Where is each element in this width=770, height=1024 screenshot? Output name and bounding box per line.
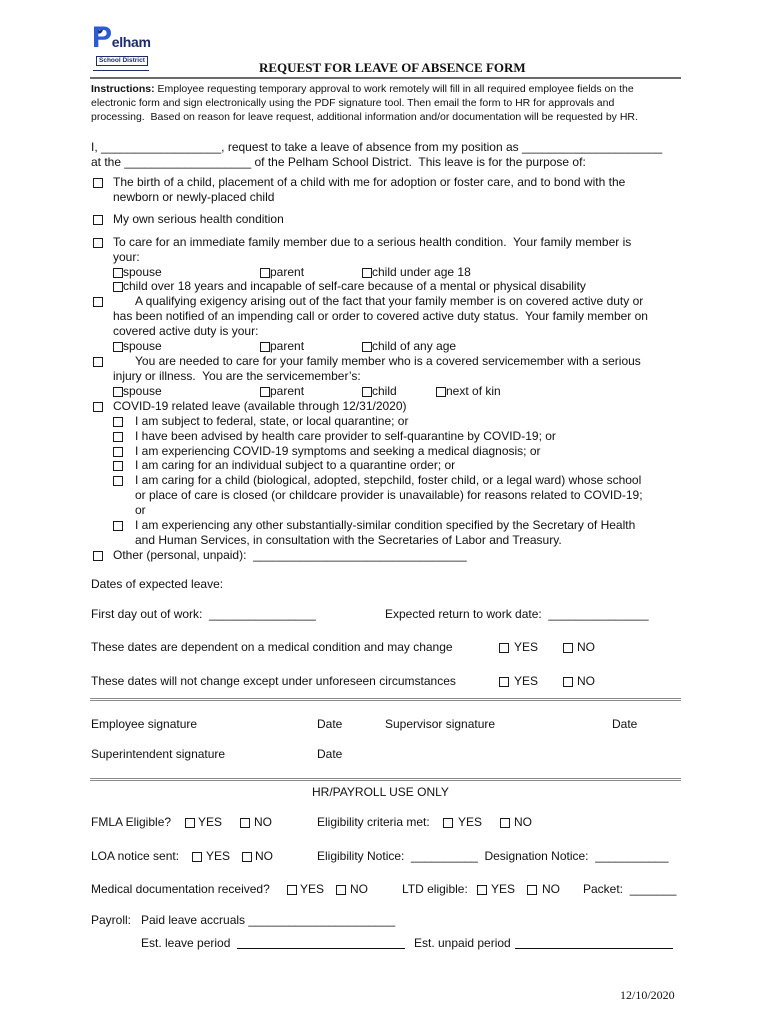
est-unpaid-field[interactable]: [515, 948, 673, 949]
checkbox-criteria-no[interactable]: [500, 818, 510, 828]
return-date-field[interactable]: _______________: [548, 607, 649, 621]
covid-option-5-line-2: or place of care is closed (or childcare provider is unavailable) for reasons related to COVID-19;: [135, 488, 643, 502]
designation-notice-label: Designation Notice:: [477, 849, 596, 863]
location-field[interactable]: ___________________: [124, 155, 252, 169]
criteria-yes-label: YES: [458, 815, 483, 829]
reason-other-label: Other (personal, unpaid):: [113, 548, 254, 562]
section-divider-2: [90, 778, 681, 781]
dates-heading: Dates of expected leave:: [91, 577, 224, 591]
reason-family-care-text-1: To care for an immediate family member due to a serious health condition. Your family member is: [113, 235, 632, 249]
checkbox-loa-yes[interactable]: [192, 852, 202, 862]
reason-covid-text: COVID-19 related leave (available through 12/31/2020): [113, 399, 407, 413]
family-option-child-under-18: child under age 18: [372, 265, 471, 279]
reason-birth-text-1: The birth of a child, placement of a child with me for adoption or foster care, and to bond with the: [113, 175, 626, 189]
medical-yes-label: YES: [300, 882, 325, 896]
covid-option-5-line-3: or: [135, 503, 146, 517]
position-field[interactable]: _____________________: [521, 140, 663, 154]
checkbox-exigency-child[interactable]: [362, 342, 372, 352]
dates-not-change-text: These dates will not change except under unforeseen circumstances: [91, 674, 456, 688]
servicemember-option-child: child: [372, 384, 397, 398]
family-option-parent: parent: [270, 265, 305, 279]
exigency-option-spouse: spouse: [123, 339, 162, 353]
exigency-option-parent: parent: [270, 339, 305, 353]
accruals-label: Paid leave accruals: [141, 913, 249, 927]
criteria-no-label: NO: [514, 815, 532, 829]
fmla-label: FMLA Eligible?: [91, 815, 172, 829]
family-option-spouse: spouse: [123, 265, 162, 279]
checkbox-medical-yes[interactable]: [287, 885, 297, 895]
medical-docs-label: Medical documentation received?: [91, 882, 270, 896]
fmla-yes-label: YES: [198, 815, 223, 829]
checkbox-birth[interactable]: [93, 178, 103, 188]
employee-name-field[interactable]: __________________: [101, 140, 222, 154]
dates-dependent-text: These dates are dependent on a medical condition and may change: [91, 640, 453, 654]
employee-date-label[interactable]: Date: [317, 717, 343, 731]
checkbox-criteria-yes[interactable]: [443, 818, 453, 828]
checkbox-family-parent[interactable]: [260, 268, 270, 278]
intro-line-2: [91, 155, 586, 170]
checkbox-family-spouse[interactable]: [113, 268, 123, 278]
reason-exigency-text-3: covered active duty is your:: [113, 324, 259, 338]
est-leave-label: Est. leave period: [141, 936, 231, 950]
packet-field[interactable]: _______: [629, 882, 677, 896]
checkbox-covid-self-quarantine[interactable]: [113, 432, 123, 442]
return-date-label: Expected return to work date:: [385, 607, 549, 621]
first-day-line: [91, 607, 316, 622]
exigency-option-child: child of any age: [372, 339, 457, 353]
not-change-no-label: NO: [577, 674, 595, 688]
checkbox-ltd-yes[interactable]: [477, 885, 487, 895]
checkbox-servicemember-parent[interactable]: [260, 387, 270, 397]
accruals-field[interactable]: ______________________: [248, 913, 396, 927]
notices-line: [317, 849, 669, 864]
logo-tagline: School District: [96, 56, 148, 66]
checkbox-own-health[interactable]: [93, 215, 103, 225]
covid-option-1: I am subject to federal, state, or local quarantine; or: [135, 414, 409, 428]
checkbox-servicemember-next-of-kin[interactable]: [436, 387, 446, 397]
reason-other-line: [113, 548, 467, 563]
servicemember-option-parent: parent: [270, 384, 305, 398]
checkbox-family-care[interactable]: [93, 238, 103, 248]
criteria-label: Eligibility criteria met:: [317, 815, 430, 829]
checkbox-covid-other-condition[interactable]: [113, 521, 123, 531]
checkbox-exigency[interactable]: [93, 297, 103, 307]
covid-option-5-line-1: I am caring for a child (biological, adopted, stepchild, foster child, or a legal ward) whose school: [135, 473, 642, 487]
first-day-field[interactable]: ________________: [209, 607, 316, 621]
checkbox-fmla-yes[interactable]: [185, 818, 195, 828]
ltd-label: LTD eligible:: [402, 882, 468, 896]
instructions-line-2: electronic form and sign electronically using the PDF signature tool. Then email the form to HR for approvals and: [91, 97, 615, 109]
payroll-label: Payroll:: [91, 913, 132, 927]
first-day-label: First day out of work:: [91, 607, 210, 621]
covid-option-3: I am experiencing COVID-19 symptoms and seeking a medical diagnosis; or: [135, 444, 541, 458]
checkbox-family-child-under-18[interactable]: [362, 268, 372, 278]
covid-option-6-line-1: I am experiencing any other substantially-similar condition specified by the Secretary of Health: [135, 518, 636, 532]
checkbox-servicemember[interactable]: [93, 357, 103, 367]
intro-line-1: [91, 140, 662, 155]
reason-family-care-text-2: your:: [113, 250, 140, 264]
covid-option-6-line-2: and Human Services, in consultation with the Secretaries of Labor and Treasury.: [135, 533, 562, 547]
packet-line: [583, 882, 676, 897]
servicemember-option-spouse: spouse: [123, 384, 162, 398]
instructions-label: Instructions:: [91, 83, 155, 95]
covid-option-4: I am caring for an individual subject to a quarantine order; or: [135, 458, 456, 472]
supervisor-signature-label[interactable]: Supervisor signature: [385, 717, 496, 731]
family-option-child-over-18: child over 18 years and incapable of self-care because of a mental or physical disability: [123, 279, 586, 293]
covid-option-2: I have been advised by health care provider to self-quarantine by COVID-19; or: [135, 429, 556, 443]
employee-signature-label[interactable]: Employee signature: [91, 717, 198, 731]
not-change-yes-label: YES: [514, 674, 539, 688]
dependent-no-label: NO: [577, 640, 595, 654]
accruals-line: [141, 913, 395, 928]
checkbox-other[interactable]: [93, 551, 103, 561]
title-rule: [90, 77, 681, 79]
return-date-line: [385, 607, 649, 622]
dependent-yes-label: YES: [514, 640, 539, 654]
checkbox-covid[interactable]: [93, 402, 103, 412]
reason-exigency-text-2: has been notified of an impending call or order to covered active duty status. Your family member on: [113, 309, 648, 323]
checkbox-ltd-no[interactable]: [527, 885, 537, 895]
checkbox-loa-no[interactable]: [242, 852, 252, 862]
checkbox-medical-no[interactable]: [336, 885, 346, 895]
instructions-line-3: processing. Based on reason for leave request, additional information and/or documentation will be requested by HR.: [91, 111, 638, 123]
checkbox-covid-symptoms[interactable]: [113, 447, 123, 457]
superintendent-date-label[interactable]: Date: [317, 747, 343, 761]
hr-heading: HR/PAYROLL USE ONLY: [312, 785, 449, 799]
intro-at: at the: [91, 155, 125, 169]
checkbox-exigency-parent[interactable]: [260, 342, 270, 352]
checkbox-covid-caring-individual[interactable]: [113, 461, 123, 471]
reason-servicemember-text-2: injury or illness. You are the servicemember’s:: [113, 369, 361, 383]
packet-label: Packet:: [583, 882, 630, 896]
reason-birth-text-2: newborn or newly-placed child: [113, 190, 275, 204]
checkbox-not-change-yes[interactable]: [499, 677, 509, 687]
checkbox-servicemember-child[interactable]: [362, 387, 372, 397]
form-title: REQUEST FOR LEAVE OF ABSENCE FORM: [259, 60, 526, 75]
designation-notice-field[interactable]: ___________: [595, 849, 669, 863]
checkbox-servicemember-spouse[interactable]: [113, 387, 123, 397]
checkbox-fmla-no[interactable]: [240, 818, 250, 828]
ltd-no-label: NO: [542, 882, 560, 896]
reason-own-health-text: My own serious health condition: [113, 212, 284, 226]
checkbox-dependent-no[interactable]: [563, 643, 573, 653]
superintendent-signature-label[interactable]: Superintendent signature: [91, 747, 226, 761]
eligibility-notice-label: Eligibility Notice:: [317, 849, 412, 863]
instructions-line-1: [91, 82, 634, 96]
instructions-text-1: Employee requesting temporary approval to work remotely will fill in all required employee fields on the: [154, 83, 634, 95]
checkbox-covid-quarantine[interactable]: [113, 417, 123, 427]
eligibility-notice-field[interactable]: __________: [411, 849, 478, 863]
section-divider-1: [90, 698, 681, 701]
reason-exigency-text-1: A qualifying exigency arising out of the fact that your family member is on covered active duty or: [135, 294, 644, 308]
checkbox-dependent-yes[interactable]: [499, 643, 509, 653]
logo-underline: [93, 70, 149, 71]
checkbox-family-child-over-18[interactable]: [113, 282, 123, 292]
est-leave-field[interactable]: [237, 948, 405, 949]
intro-text-1: , request to take a leave of absence from my position as: [221, 140, 522, 154]
checkbox-exigency-spouse[interactable]: [113, 342, 123, 352]
medical-no-label: NO: [350, 882, 368, 896]
supervisor-date-label[interactable]: Date: [612, 717, 638, 731]
reason-servicemember-text-1: You are needed to care for your family member who is a covered servicemember with a serious: [135, 354, 641, 368]
logo-wordmark: Pelham: [92, 21, 151, 54]
checkbox-not-change-no[interactable]: [563, 677, 573, 687]
est-unpaid-label: Est. unpaid period: [414, 936, 511, 950]
fmla-no-label: NO: [254, 815, 272, 829]
loa-label: LOA notice sent:: [91, 849, 180, 863]
intro-text-2: of the Pelham School District. This leave is for the purpose of:: [251, 155, 586, 169]
loa-no-label: NO: [255, 849, 273, 863]
ltd-yes-label: YES: [491, 882, 516, 896]
revision-date: 12/10/2020: [620, 988, 675, 1002]
intro-prefix: I,: [91, 140, 102, 154]
loa-yes-label: YES: [206, 849, 231, 863]
checkbox-covid-caring-child[interactable]: [113, 476, 123, 486]
other-reason-field[interactable]: ________________________________: [253, 548, 467, 562]
servicemember-option-next-of-kin: next of kin: [446, 384, 501, 398]
